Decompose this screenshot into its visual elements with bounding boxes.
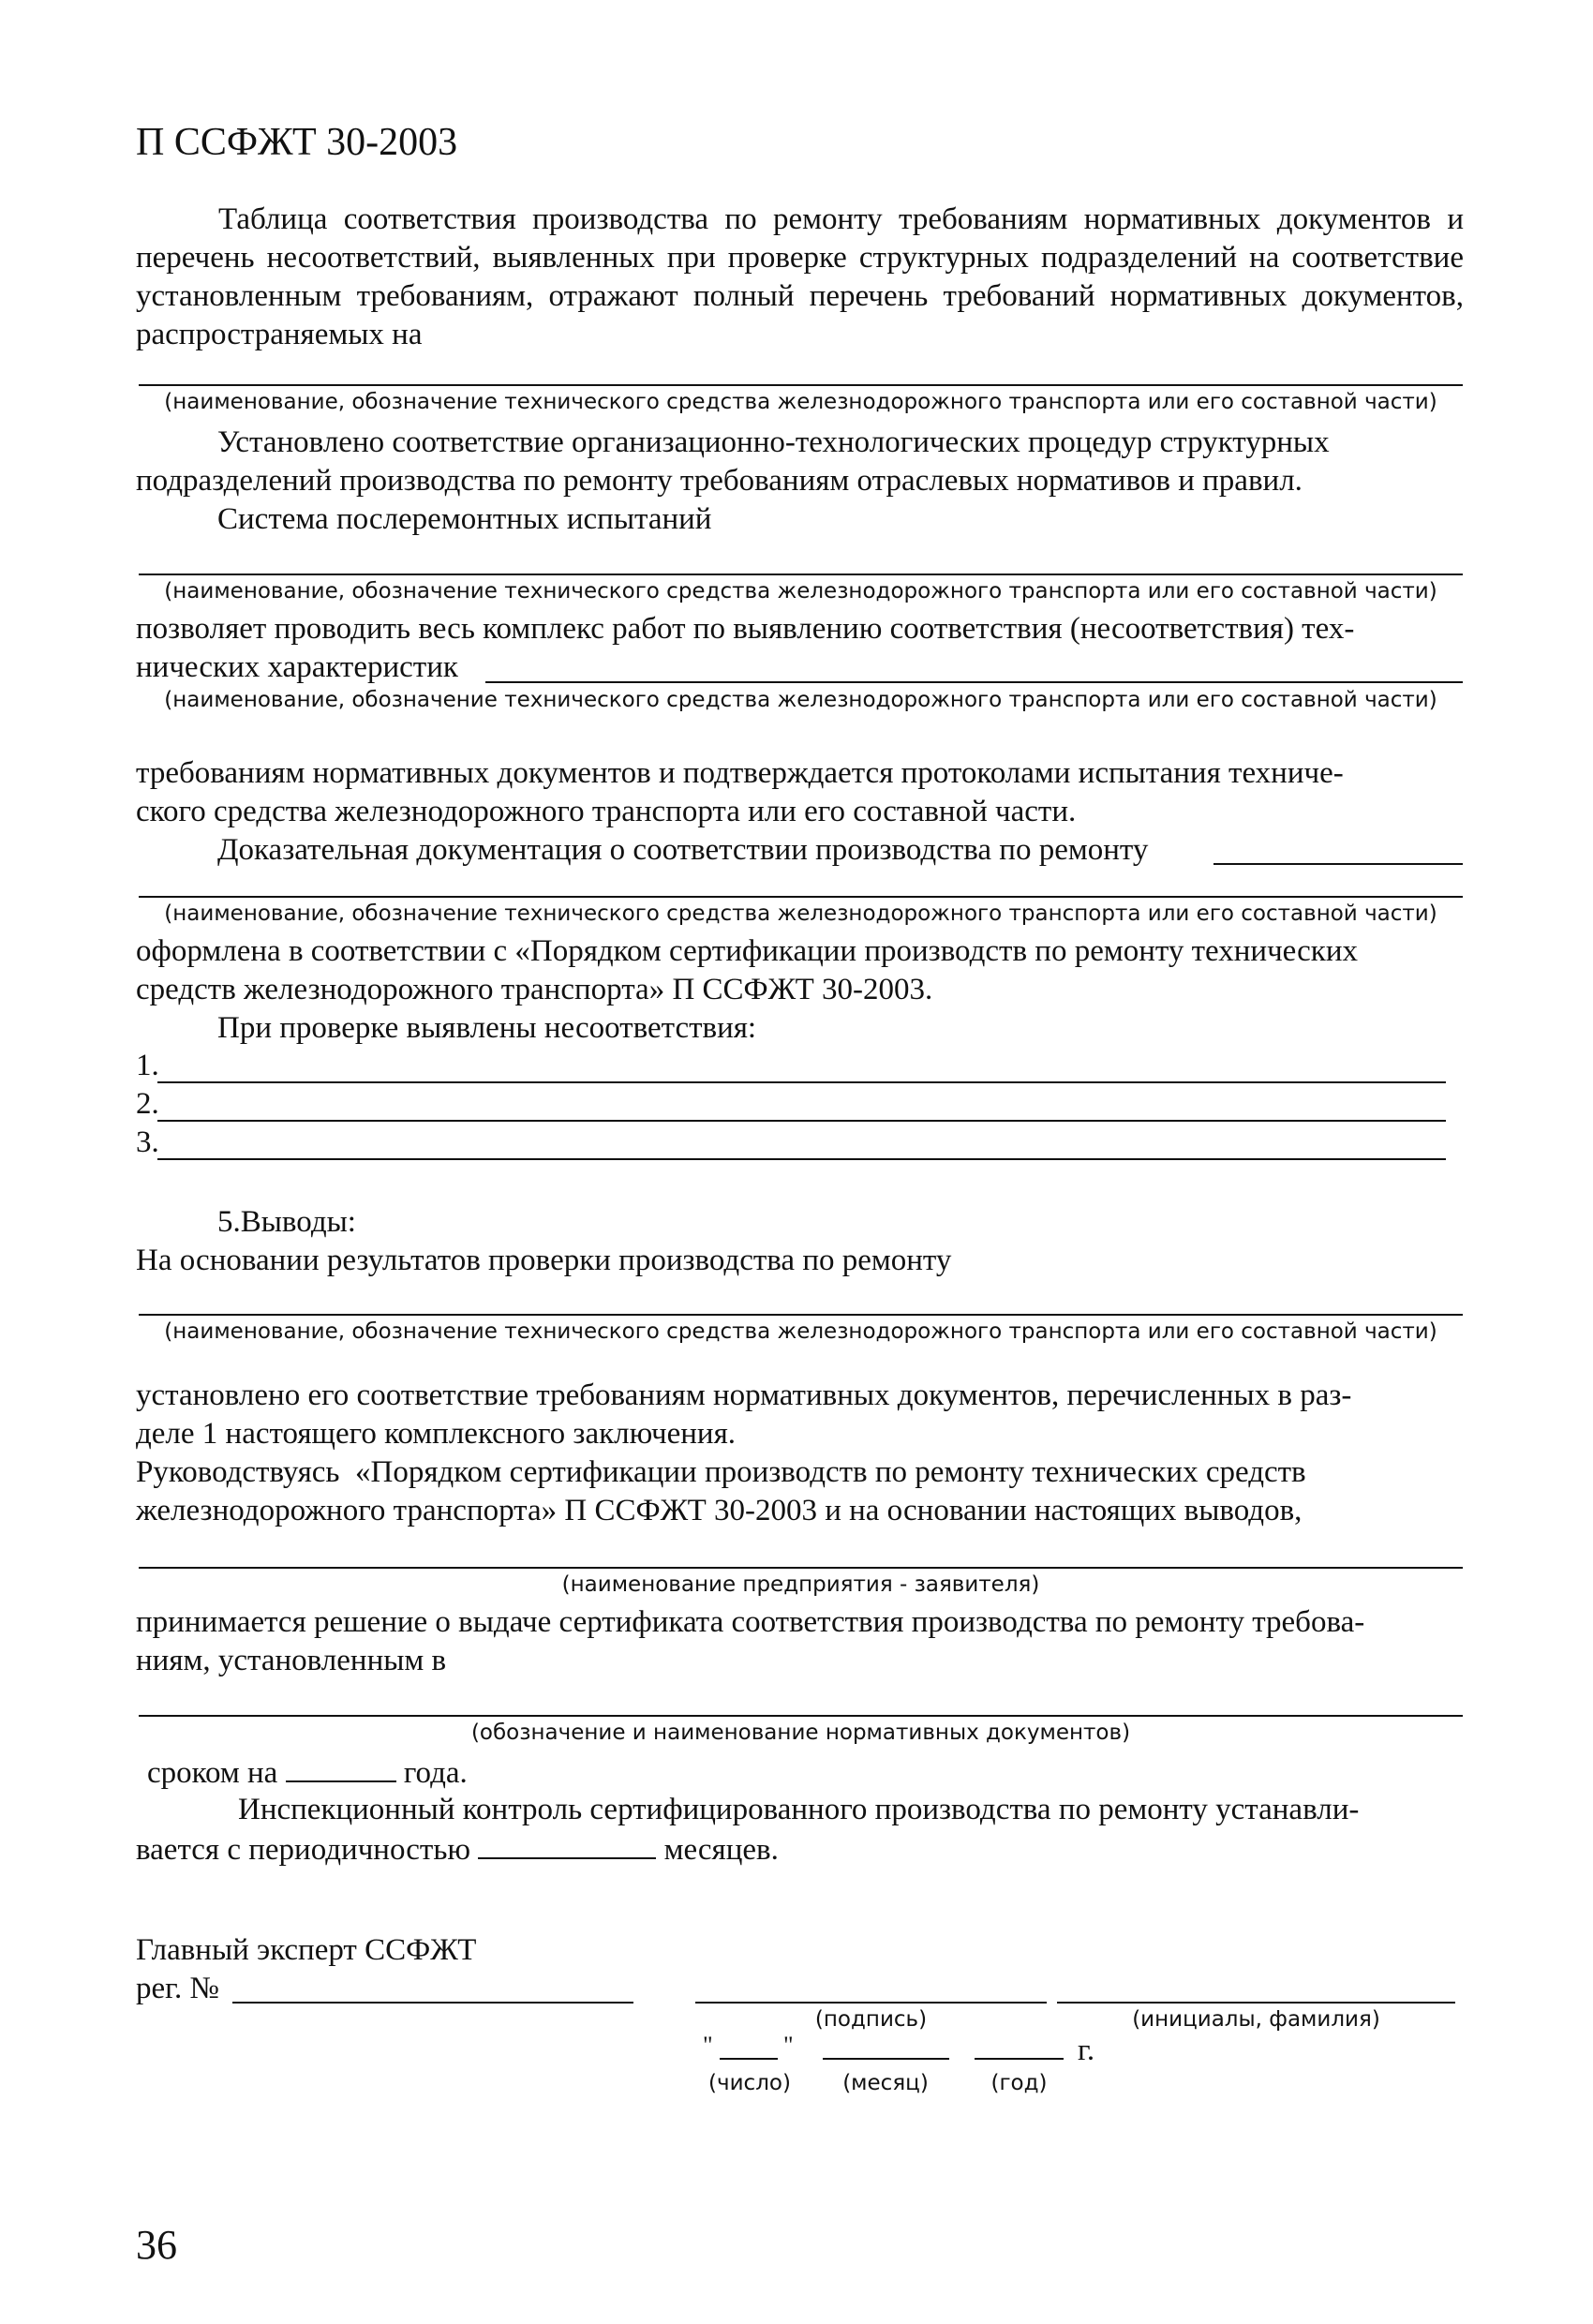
- document-header: П ССФЖТ 30-2003: [136, 121, 458, 164]
- fill-line-docs: [139, 1715, 1463, 1717]
- fill-line-vehicle-1: [139, 384, 1463, 386]
- compliance-line-2: деле 1 настоящего комплексного заключения.: [136, 1417, 737, 1451]
- fill-line-month: [823, 2058, 949, 2060]
- decision-line-1: принимается решение о выдаче сертификата соответствия производства по ремонту требова-: [136, 1605, 1365, 1639]
- fill-line-item-1: [157, 1081, 1446, 1083]
- basis-line: На основании результатов проверки производства по ремонту: [136, 1244, 952, 1277]
- inspection-period-blank: [478, 1829, 656, 1859]
- caption-name: (инициалы, фамилия): [1132, 2007, 1380, 2032]
- caption-vehicle-4: (наименование, обозначение технического средства железнодорожного транспорта или его составной части): [164, 901, 1437, 926]
- formed-line-1: оформлена в соответствии с «Порядком сертификации производств по ремонту технических: [136, 934, 1358, 968]
- fill-line-vehicle-5: [139, 1314, 1463, 1316]
- quote-close: ": [783, 2032, 794, 2059]
- inspection-line-1: Инспекционный контроль сертифицированного производства по ремонту устанавли-: [238, 1793, 1360, 1826]
- signature-title: Главный эксперт ССФЖТ: [136, 1933, 477, 1967]
- evidence-line: Доказательная документация о соответствии производства по ремонту: [217, 833, 1149, 867]
- system-tests-line: Система послеремонтных испытаний: [217, 502, 712, 536]
- fill-line-vehicle-4: [139, 896, 1463, 898]
- term-line: [147, 1752, 468, 1793]
- term-years-blank: [286, 1752, 396, 1782]
- term-prefix: сроком на: [147, 1756, 278, 1790]
- inspection-line-2: [136, 1829, 779, 1870]
- intro-paragraph: Таблица соответствия производства по ремонту требованиям нормативных документов и перечень несоответствий, выявленных при проверке структурных подразделений на соответствие установленным требованиям, отражают полный перечень требований нормативных документов, распространяемых на: [136, 202, 1464, 351]
- caption-vehicle-5: (наименование, обозначение технического средства железнодорожного транспорта или его составной части): [164, 1319, 1437, 1344]
- caption-vehicle-2: (наименование, обозначение технического средства железнодорожного транспорта или его составной части): [164, 579, 1437, 603]
- quote-open: ": [703, 2032, 713, 2059]
- nonconformity-item-1: 1.: [136, 1049, 159, 1082]
- fill-line-signature: [695, 2002, 1047, 2004]
- fill-line-item-3: [157, 1158, 1446, 1160]
- caption-applicant: (наименование предприятия - заявителя): [561, 1572, 1040, 1597]
- fill-line-reg-number: [232, 2002, 633, 2004]
- fill-line-applicant: [139, 1567, 1463, 1569]
- inspection-prefix: вается с периодичностью: [136, 1833, 471, 1867]
- guided-line-2: железнодорожного транспорта» П ССФЖТ 30-2003 и на основании настоящих выводов,: [136, 1494, 1303, 1527]
- year-suffix: г.: [1078, 2034, 1095, 2067]
- decision-line-2: ниям, установленным в: [136, 1644, 447, 1677]
- allows-line-1: позволяет проводить весь комплекс работ по выявлению соответствия (несоответствия) тех-: [136, 612, 1355, 646]
- fill-line-item-2: [157, 1120, 1446, 1122]
- caption-day: (число): [708, 2071, 791, 2095]
- fill-line-vehicle-2: [139, 574, 1463, 575]
- caption-docs: (обозначение и наименование нормативных документов): [470, 1721, 1131, 1745]
- established-line-1: Установлено соответствие организационно-технологических процедур структурных: [217, 425, 1330, 459]
- requirements-line-2: ского средства железнодорожного транспорта или его составной части.: [136, 795, 1077, 828]
- guided-line-1: Руководствуясь «Порядком сертификации производств по ремонту технических средств: [136, 1455, 1306, 1489]
- caption-vehicle-1: (наименование, обозначение технического средства железнодорожного транспорта или его составной части): [164, 390, 1437, 414]
- caption-signature: (подпись): [814, 2007, 928, 2032]
- fill-line-characteristics: [485, 681, 1463, 683]
- signature-reg: рег. №: [136, 1972, 219, 2005]
- fill-line-name: [1057, 2002, 1455, 2004]
- nonconformity-item-2: 2.: [136, 1087, 159, 1121]
- page-number: 36: [136, 2222, 177, 2268]
- fill-line-year: [975, 2058, 1064, 2060]
- fill-line-evidence: [1213, 863, 1463, 865]
- found-nonconformities-line: При проверке выявлены несоответствия:: [217, 1011, 757, 1045]
- allows-line-2: нических характеристик: [136, 650, 458, 684]
- nonconformity-item-3: 3.: [136, 1125, 159, 1159]
- caption-month: (месяц): [842, 2071, 929, 2095]
- caption-vehicle-3: (наименование, обозначение технического средства железнодорожного транспорта или его составной части): [164, 688, 1437, 712]
- fill-line-day: [720, 2058, 778, 2060]
- formed-line-2: средств железнодорожного транспорта» П ССФЖТ 30-2003.: [136, 973, 933, 1006]
- established-line-2: подразделений производства по ремонту требованиям отраслевых нормативов и правил.: [136, 464, 1303, 498]
- conclusions-heading: 5.Выводы:: [217, 1205, 356, 1239]
- inspection-suffix: месяцев.: [663, 1833, 779, 1867]
- compliance-line-1: установлено его соответствие требованиям нормативных документов, перечисленных в раз-: [136, 1378, 1352, 1412]
- term-suffix: года.: [403, 1756, 468, 1790]
- caption-year: (год): [990, 2071, 1048, 2095]
- requirements-line-1: требованиям нормативных документов и подтверждается протоколами испытания техниче-: [136, 756, 1344, 790]
